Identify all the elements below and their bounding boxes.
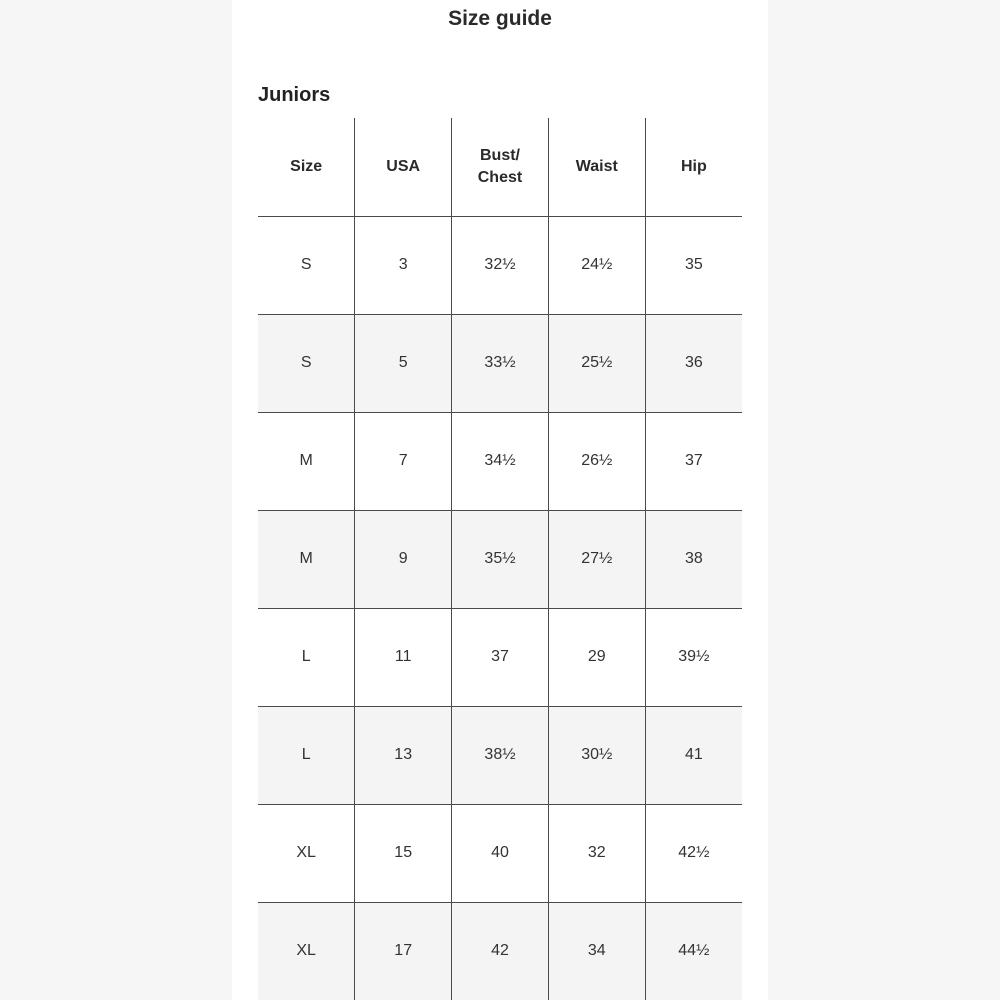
column-header-hip — [645, 118, 742, 216]
cell-bust-chest: 40 — [452, 804, 549, 902]
cell-usa: 3 — [355, 216, 452, 314]
cell-waist: 26½ — [548, 412, 645, 510]
cell-waist: 29 — [548, 608, 645, 706]
cell-waist: 34 — [548, 902, 645, 1000]
cell-bust-chest: 37 — [452, 608, 549, 706]
table-row — [258, 804, 742, 902]
size-table-body — [258, 216, 742, 1000]
cell-waist: 27½ — [548, 510, 645, 608]
cell-hip: 38 — [645, 510, 742, 608]
section-title: Juniors — [258, 84, 331, 106]
cell-bust-chest: 34½ — [452, 412, 549, 510]
cell-hip: 36 — [645, 314, 742, 412]
table-row — [258, 608, 742, 706]
cell-size: L — [258, 608, 355, 706]
column-header-label: USA — [386, 157, 421, 175]
column-header-label: Size — [290, 157, 323, 175]
cell-bust-chest: 42 — [452, 902, 549, 1000]
cell-bust-chest: 32½ — [452, 216, 549, 314]
cell-size: L — [258, 706, 355, 804]
table-row — [258, 902, 742, 1000]
column-header-label: Waist — [575, 157, 618, 175]
page-title: Size guide — [448, 7, 552, 30]
table-row — [258, 314, 742, 412]
cell-hip: 42½ — [645, 804, 742, 902]
table-row — [258, 216, 742, 314]
size-table — [258, 118, 742, 1000]
cell-usa: 17 — [355, 902, 452, 1000]
cell-size: S — [258, 216, 355, 314]
table-row — [258, 510, 742, 608]
cell-waist: 32 — [548, 804, 645, 902]
cell-hip: 44½ — [645, 902, 742, 1000]
cell-hip: 37 — [645, 412, 742, 510]
column-header-label: Hip — [680, 157, 707, 175]
cell-usa: 13 — [355, 706, 452, 804]
column-header-label: Bust/ Chest — [477, 146, 523, 186]
cell-usa: 7 — [355, 412, 452, 510]
cell-size: M — [258, 510, 355, 608]
size-table-header — [258, 118, 742, 216]
cell-waist: 25½ — [548, 314, 645, 412]
cell-usa: 15 — [355, 804, 452, 902]
column-header-waist — [548, 118, 645, 216]
cell-waist: 24½ — [548, 216, 645, 314]
cell-bust-chest: 38½ — [452, 706, 549, 804]
cell-usa: 9 — [355, 510, 452, 608]
cell-size: XL — [258, 902, 355, 1000]
cell-size: XL — [258, 804, 355, 902]
cell-usa: 11 — [355, 608, 452, 706]
cell-hip: 41 — [645, 706, 742, 804]
cell-bust-chest: 33½ — [452, 314, 549, 412]
cell-size: S — [258, 314, 355, 412]
header-row — [258, 118, 742, 216]
table-row — [258, 412, 742, 510]
cell-waist: 30½ — [548, 706, 645, 804]
cell-hip: 35 — [645, 216, 742, 314]
column-header-size — [258, 118, 355, 216]
table-row — [258, 706, 742, 804]
column-header-bust-chest — [452, 118, 549, 216]
cell-hip: 39½ — [645, 608, 742, 706]
cell-bust-chest: 35½ — [452, 510, 549, 608]
cell-size: M — [258, 412, 355, 510]
column-header-usa — [355, 118, 452, 216]
cell-usa: 5 — [355, 314, 452, 412]
